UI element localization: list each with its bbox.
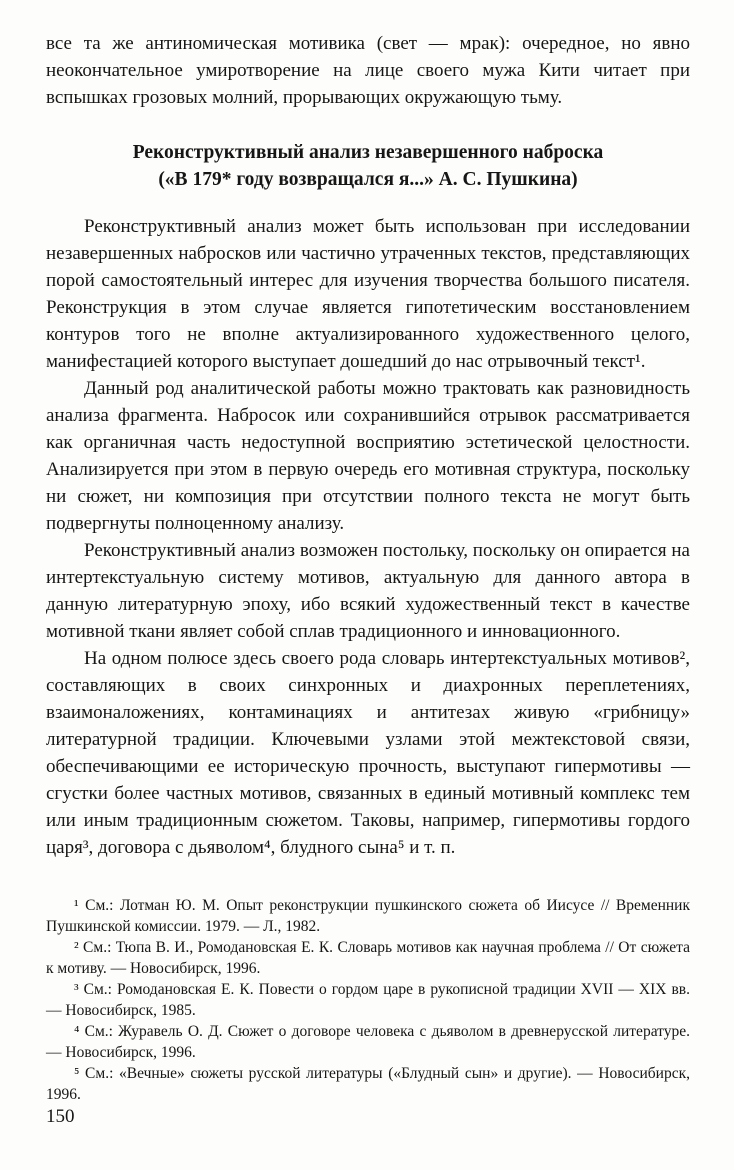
section-heading — [46, 139, 690, 193]
page-number: 150 — [46, 1106, 75, 1127]
footnote-item: ¹ См.: Лотман Ю. М. Опыт реконструкции пушкинского сюжета об Иисусе // Временник Пушкинской комиссии. 1979. — Л., 1982. — [46, 897, 690, 935]
section-body — [46, 213, 690, 861]
text-block — [46, 30, 690, 1105]
footnote-item: ⁴ См.: Журавель О. Д. Сюжет о договоре человека с дьяволом в древнерусской литературе. — Новосибирск, 1996. — [46, 1023, 690, 1061]
section-heading-line-2: («В 179* году возвращался я...» А. С. Пушкина) — [158, 169, 578, 190]
body-paragraph: Данный род аналитической работы можно трактовать как разновидность анализа фрагмента. Набросок или сохранившийся отрывок рассматривается как органичная часть недоступной восприятию эстетической целостности. Анализируется при этом в первую очередь его мотивная структура, поскольку ни сюжет, ни композиция при отсутствии полного текста не могут быть подвергнуты полноценному анализу. — [46, 378, 690, 534]
body-paragraph: Реконструктивный анализ возможен постольку, поскольку он опирается на интертекстуальную систему мотивов, актуальную для данного автора в данную литературную эпоху, ибо всякий художественный текст в качестве мотивной ткани являет собой сплав традиционного и инновационного. — [46, 540, 690, 642]
footnote-item: ² См.: Тюпа В. И., Ромодановская Е. К. Словарь мотивов как научная проблема // От сюжета к мотиву. — Новосибирск, 1996. — [46, 939, 690, 977]
footnote-item: ³ См.: Ромодановская Е. К. Повести о гордом царе в рукописной традиции XVII — XIX вв. — Новосибирск, 1985. — [46, 981, 690, 1019]
footnote-item: ⁵ См.: «Вечные» сюжеты русской литературы («Блудный сын» и другие). — Новосибирск, 1996. — [46, 1065, 690, 1103]
body-paragraph: На одном полюсе здесь своего рода словарь интертекстуальных мотивов², составляющих в своих синхронных и диахронных переплетениях, взаимоналожениях, контаминациях и антитезах живую «грибницу» литературной традиции. Ключевыми узлами этой межтекстовой связи, обеспечивающими ее историческую прочность, выступают гипермотивы — сгустки более частных мотивов, связанных в единый мотивный комплекс тем или иным традиционным сюжетом. Таковы, например, гипермотивы гордого царя³, договора с дьяволом⁴, блудного сына⁵ и т. п. — [46, 648, 690, 858]
page-top-text — [46, 30, 690, 111]
continuation-paragraph: все та же антиномическая мотивика (свет — мрак): очередное, но явно неокончательное умиротворение на лице своего мужа Кити читает при вспышках грозовых молний, прорывающих окружающую тьму. — [46, 33, 690, 108]
section-heading-line-1: Реконструктивный анализ незавершенного наброска — [132, 142, 604, 163]
body-paragraph: Реконструктивный анализ может быть использован при исследовании незавершенных набросков или частично утраченных текстов, представляющих порой самостоятельный интерес для изучения творчества большого писателя. Реконструкция в этом случае является гипотетическим восстановлением контуров того не вполне актуализированного художественного целого, манифестацией которого выступает дошедший до нас отрывочный текст¹. — [46, 216, 690, 372]
footnotes-section — [46, 895, 690, 1105]
